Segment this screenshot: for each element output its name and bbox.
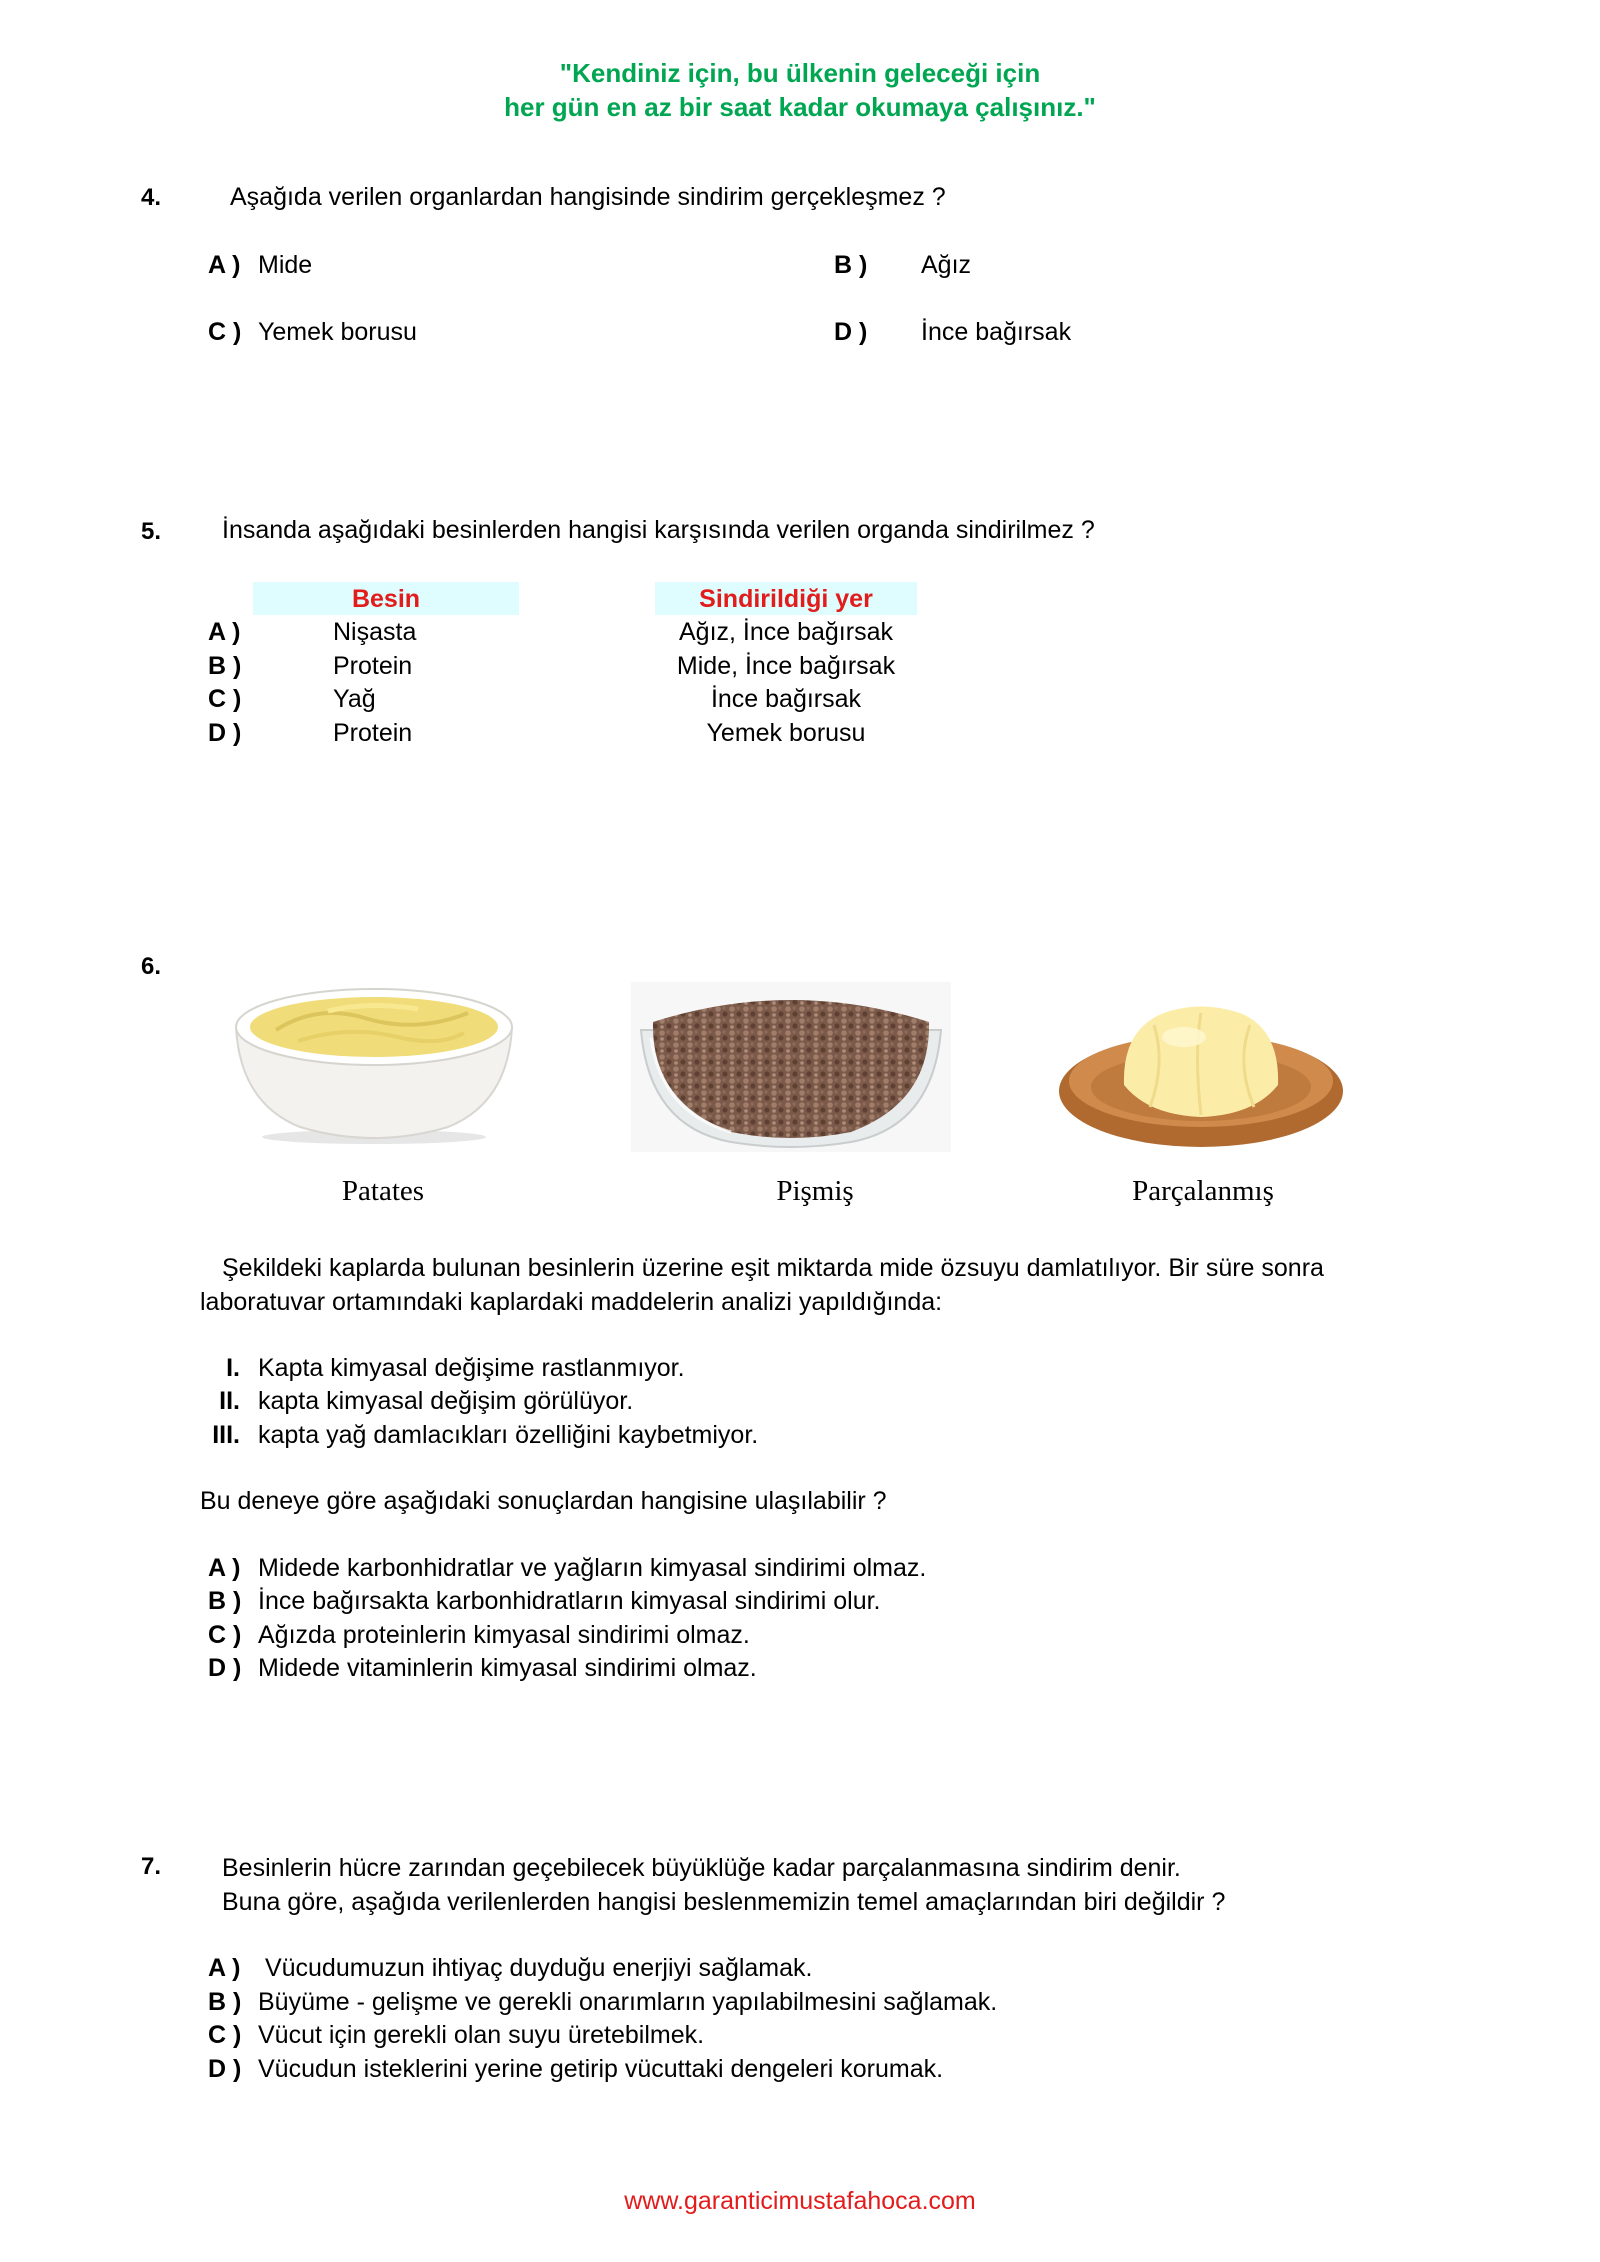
q6-option-d-letter: D ) [208,1654,242,1682]
q5-row-b-letter: B ) [208,652,242,680]
q6-paragraph-line2: laboratuvar ortamındaki kaplardaki maddelerin analizi yapıldığında: [200,1288,943,1316]
q5-row-b-place: Mide, İnce bağırsak [676,652,896,680]
q5-row-c-letter: C ) [208,685,242,713]
q6-option-b-text[interactable]: İnce bağırsakta karbonhidratların kimyasal sindirimi olur. [258,1587,881,1615]
statement-ii-text: kapta kimyasal değişim görülüyor. [258,1387,634,1415]
q4-option-a-letter: A ) [208,251,241,279]
q5-row-a-place: Ağız, İnce bağırsak [678,618,893,646]
q6-option-b-letter: B ) [208,1587,242,1615]
q6-number: 6. [141,953,162,980]
q7-option-c-text[interactable]: Vücut için gerekli olan suyu üretebilmek. [258,2021,705,2049]
table-header-place: Sindirildiği yer [699,585,873,613]
caption-patates: Patates [341,1175,425,1207]
q6-question: Bu deneye göre aşağıdaki sonuçlardan hangisine ulaşılabilir ? [200,1487,887,1515]
q4-option-c-text[interactable]: Yemek borusu [258,318,417,346]
q5-row-a-food: Nişasta [333,618,417,646]
q4-option-d-letter: D ) [834,318,868,346]
q5-number: 5. [141,518,162,545]
q6-option-c-letter: C ) [208,1621,242,1649]
footer-url[interactable]: www.garanticimustafahoca.com [624,2187,976,2215]
q7-option-b-text[interactable]: Büyüme - gelişme ve gerekli onarımların yapılabilmesini sağlamak. [258,1988,998,2016]
q4-option-b-letter: B ) [834,251,868,279]
q7-option-a-letter: A ) [208,1954,241,1982]
q7-line1: Besinlerin hücre zarından geçebilecek büyüklüğe kadar parçalanmasına sindirim denir. [222,1854,1181,1882]
q5-row-a-letter: A ) [208,618,241,646]
butter-plate-image [1054,1003,1349,1153]
q6-option-d-text[interactable]: Midede vitaminlerin kimyasal sindirimi olmaz. [258,1654,757,1682]
statement-i-roman: I. [226,1354,240,1382]
q7-option-d-letter: D ) [208,2055,242,2083]
q6-option-a-letter: A ) [208,1554,241,1582]
q7-line2: Buna göre, aşağıda verilenlerden hangisi beslenmemizin temel amaçlarından biri değildir ? [222,1888,1226,1916]
q7-option-b-letter: B ) [208,1988,242,2016]
header-quote-line1: "Kendiniz için, bu ülkenin geleceği için [559,58,1041,88]
q7-option-d-text[interactable]: Vücudun isteklerini yerine getirip vücuttaki dengeleri korumak. [258,2055,944,2083]
q6-option-a-text[interactable]: Midede karbonhidratlar ve yağların kimyasal sindirimi olmaz. [258,1554,927,1582]
mashed-potato-image [228,975,520,1145]
q5-row-c-place: İnce bağırsak [710,685,862,713]
q5-row-d-letter: D ) [208,719,242,747]
header-quote-line2: her gün en az bir saat kadar okumaya çalışınız." [504,92,1096,122]
statement-ii-roman: II. [219,1387,240,1415]
q4-option-b-text[interactable]: Ağız [921,251,972,279]
q7-option-a-text[interactable]: Vücudumuzun ihtiyaç duyduğu enerjiyi sağlamak. [258,1954,813,1982]
table-header-food: Besin [351,585,421,613]
q7-option-c-letter: C ) [208,2021,242,2049]
statement-iii-roman: III. [212,1421,240,1449]
q5-row-b-food: Protein [333,652,413,680]
q5-row-d-place: Yemek borusu [706,719,866,747]
q4-option-c-letter: C ) [208,318,242,346]
q5-row-c-food: Yağ [333,685,376,713]
caption-pismis: Pişmiş [776,1175,854,1207]
statement-iii-text: kapta yağ damlacıkları özelliğini kaybetmiyor. [258,1421,759,1449]
q4-text: Aşağıda verilen organlardan hangisinde sindirim gerçekleşmez ? [230,183,946,211]
q6-paragraph-line1: Şekildeki kaplarda bulunan besinlerin üzerine eşit miktarda mide özsuyu damlatılıyor. Bir süre sonra [222,1254,1324,1282]
q5-text: İnsanda aşağıdaki besinlerden hangisi karşısında verilen organda sindirilmez ? [222,516,1095,544]
q6-option-c-text[interactable]: Ağızda proteinlerin kimyasal sindirimi olmaz. [258,1621,750,1649]
q7-number: 7. [141,1853,162,1880]
cooked-meat-image [631,982,951,1152]
caption-parcalanmis: Parçalanmış [1132,1175,1274,1207]
q4-option-a-text[interactable]: Mide [258,251,313,279]
q5-row-d-food: Protein [333,719,413,747]
statement-i-text: Kapta kimyasal değişime rastlanmıyor. [258,1354,685,1382]
q4-option-d-text[interactable]: İnce bağırsak [921,318,1072,346]
q4-number: 4. [141,184,162,211]
